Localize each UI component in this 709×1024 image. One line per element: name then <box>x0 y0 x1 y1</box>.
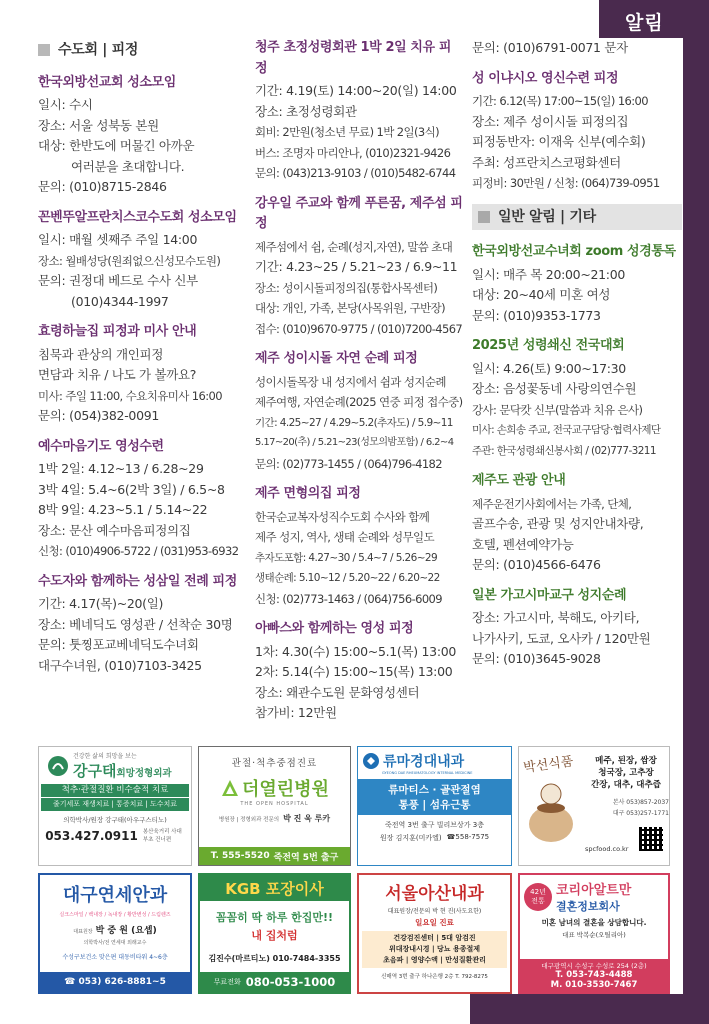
ad-clinic-name: 대구연세안과 <box>62 885 168 906</box>
notice-line: 일시: 매주 목 20:00~21:00 <box>472 266 626 282</box>
notice-line: 제주섬에서 쉼, 순례(성지,자연), 말씀 초대 <box>255 239 453 254</box>
notice-line: 장소: 왜관수도원 문화영성센터 <box>255 684 420 700</box>
ad-service: 위대장내시경 | 당뇨 용종절제 <box>388 945 480 953</box>
notice-line: 제주 성지, 역사, 생태 순례와 성무일도 <box>255 530 435 544</box>
ad-free-call-label: 무료전화 <box>213 978 241 986</box>
notice-line: 장소: 월배성당(원죄없으신성모수도원) <box>38 253 221 268</box>
ad-address: 대구광역시 수성구 수성로 254 (2층) <box>541 962 647 970</box>
ad-affiliation: 의학박사/전 연세대 외래교수 <box>83 940 147 946</box>
section-header-general <box>472 204 682 231</box>
notice-line: 2차: 5.14(수) 15:00~15(목) 13:00 <box>255 664 453 679</box>
ad-bakseon-food[interactable] <box>518 746 670 866</box>
ad-ryuma-internal-medicine[interactable] <box>357 746 512 866</box>
qr-code-icon <box>639 827 663 851</box>
notice-title: 꼰벤뚜알프란치스코수도회 성소모임 <box>38 209 237 225</box>
notice-line: 장소: 성이시돌피정의집(통합사목센터) <box>255 280 438 295</box>
hospital-logo-icon <box>220 778 240 798</box>
notice-line: 성이시돌목장 내 성지에서 쉼과 성지순례 <box>255 374 446 389</box>
ad-address: 봉산육거리 사대부초 건너편 <box>142 829 182 843</box>
notice-line: 문의: 툿찡포교베네딕도수녀회 <box>38 637 199 652</box>
ad-slogan: 내 집처럼 <box>251 929 298 942</box>
ad-notice: 일요일 진료 <box>415 918 454 927</box>
ad-director: 대표원장/전문의 박 현 진(사도요한) <box>387 908 482 915</box>
section-tab <box>599 0 709 38</box>
notice-title: 성 이냐시오 영신수련 피정 <box>472 70 619 86</box>
ad-service: 초음파 | 영양수액 | 만성질환관리 <box>383 956 486 964</box>
notice-line: 기간: 4.17(목)~20(일) <box>38 596 164 611</box>
right-side-bar <box>683 0 709 1024</box>
notice-title: 2025년 성령쇄신 전국대회 <box>472 338 625 353</box>
square-bullet-icon <box>38 44 50 56</box>
notice-line: 1차: 4.30(수) 15:00~5.1(목) 13:00 <box>255 643 457 659</box>
ad-specialty: 관절·척추중점진료 <box>231 758 318 769</box>
notice-line: 한국순교복자성직수도회 수사와 함께 <box>255 509 430 524</box>
notice-line: 호텔, 펜션예약가능 <box>472 536 574 552</box>
notice-title: 제주도 관광 안내 <box>472 473 566 488</box>
notice-title: 수도자와 함께하는 성삼일 전례 피정 <box>38 573 237 589</box>
badge-label: 전통 <box>531 896 545 905</box>
notice-line: 문의: (010)9353-1773 <box>472 307 601 323</box>
phone-icon: ☎ <box>64 977 79 987</box>
notice-line: 문의: 권정대 베드로 수사 신부 <box>38 273 198 288</box>
notice-line: 여러분을 초대합니다. <box>71 158 185 174</box>
ad-product: 간장, 대추, 대추즙 <box>591 780 661 790</box>
notice-line: 3박 4일: 5.4~6(2박 3일) / 6.5~8 <box>38 481 225 497</box>
clinic-logo-icon <box>362 752 380 770</box>
notice-line: 골프수송, 관광 및 성지안내차량, <box>472 516 644 531</box>
notice-item <box>38 572 243 677</box>
tab-label: 알림 <box>625 12 664 34</box>
notice-line: (010)4344-1997 <box>71 293 169 309</box>
notice-line: 대상: 20~40세 미혼 여성 <box>472 287 611 302</box>
notice-line: 피정비: 30만원 / 신청: (064)739-0951 <box>472 176 660 190</box>
notice-line: 일시: 매월 셋째주 주일 14:00 <box>38 232 198 247</box>
notice-line: 문의: (043)213-9103 / (010)5482-6744 <box>255 166 456 180</box>
ad-brand: 박선식품 <box>522 754 575 776</box>
ad-director-role: 대표원장 <box>73 929 93 935</box>
notice-item <box>472 471 678 576</box>
notice-item <box>38 437 243 562</box>
notice-line: 신청: (02)773-1463 / (064)756-6009 <box>255 591 442 606</box>
notice-line: 8박 9일: 4.23~5.1 / 5.14~22 <box>38 502 208 517</box>
notice-line: 제주운전기사회에서는 가족, 단체, <box>472 496 632 511</box>
ad-slogan: 꼼꼼히 딱 하루 한집만!! <box>215 911 334 924</box>
notice-line: 장소: 가고시마, 북해도, 아키타, <box>472 610 640 625</box>
notice-line: 기간: 4.19(토) 14:00~20(일) 14:00 <box>255 83 457 98</box>
notice-line: 나가사키, 도쿄, 오사카 / 120만원 <box>472 630 651 646</box>
square-bullet-icon <box>478 211 490 223</box>
ad-phone: 558-7575 <box>455 833 490 841</box>
ad-website: spcfood.co.kr <box>585 845 629 853</box>
notice-line: 문의: (010)8715-2846 <box>38 179 167 194</box>
notice-title: 한국외방선교회 성소모임 <box>38 74 176 90</box>
clinic-logo-icon <box>47 755 69 777</box>
ad-korea-altman[interactable] <box>518 873 670 994</box>
ad-daegu-yonsei-eye[interactable] <box>38 873 192 994</box>
ad-hospital-name: 더열린병원 <box>242 779 329 800</box>
notice-line: 문의: (010)4566-6476 <box>472 557 601 572</box>
notice-item <box>255 349 463 474</box>
notice-item <box>255 38 463 184</box>
ad-hospital-name-en: THE OPEN HOSPITAL <box>240 801 309 807</box>
ad-theyeollin-hospital[interactable] <box>198 746 351 866</box>
notice-line: 접수: (010)9670-9775 / (010)7200-4567 <box>255 321 463 336</box>
notice-title: 강우일 주교와 함께 푸른꿈, 제주섬 피정 <box>255 195 463 231</box>
ad-address: 신매역 3번 출구 하나은행 2층 T. 792-8275 <box>381 974 488 980</box>
notice-line: 장소: 초정성령회관 <box>255 103 357 119</box>
ad-phone: 053) 626-8881~5 <box>78 977 166 987</box>
ad-phone: 본사 053)857-2037 <box>612 799 669 806</box>
ad-address: 죽전역 3번 출구 빌리브상가 3층 <box>385 821 484 829</box>
ad-phone: T. 053-743-4488 <box>555 970 633 980</box>
ad-service: 건강검진센터 | 5대 암검진 <box>393 934 476 942</box>
notice-line: 대상: 한반도에 머물긴 아까운 <box>38 138 195 153</box>
ad-clinic-name: 서울아산내과 <box>385 884 484 904</box>
ad-product: 청국장, 고추장 <box>598 768 654 778</box>
ad-kangguhtae-orthopedics[interactable] <box>38 746 192 866</box>
notice-line: 참가비: 12만원 <box>255 705 337 720</box>
ad-slogan: 미혼 남녀의 결혼을 상담합니다. <box>541 918 647 927</box>
badge-years: 42년 <box>530 887 546 896</box>
notice-line: 문의: (054)382-0091 <box>38 408 160 423</box>
ad-doctor: 의학박사/원장 강구태(아우구스티노) <box>63 816 167 824</box>
notice-title: 아빠스와 함께하는 영성 피정 <box>255 621 414 636</box>
notice-line: 신청: (010)4906-5722 / (031)953-6932 <box>38 544 239 558</box>
ad-kgb-moving[interactable] <box>198 873 351 994</box>
notice-line: 주최: 성프란치스코평화센터 <box>472 154 621 170</box>
notice-line: 장소: 음성꽃동네 사랑의연수원 <box>472 381 637 396</box>
notice-line: 장소: 베네딕도 영성관 / 선착순 30명 <box>38 616 233 632</box>
ad-clinic-name: 류마경대내과 <box>383 754 465 770</box>
ad-service: 줄기세포 재생치료 | 통증치료 | 도수치료 <box>52 800 178 808</box>
notice-line: 일시: 4.26(토) 9:00~17:30 <box>472 360 626 376</box>
ad-free-call: 080-053-1000 <box>245 975 336 989</box>
notice-item-continued <box>472 38 678 59</box>
notice-line: 강사: 문닥캇 신부(말씀과 치유 은사) <box>472 402 643 417</box>
notice-title: 일본 가고시마교구 성지순례 <box>472 587 627 603</box>
notice-line: 대구수녀원, (010)7103-3425 <box>38 657 202 673</box>
notice-line: 버스: 조명자 마리안나, (010)2321-9426 <box>255 145 451 160</box>
notice-line: 면담과 치유 / 나도 가 볼까요? <box>38 367 197 382</box>
notice-line: 기간: 6.12(목) 17:00~15(일) 16:00 <box>472 94 648 108</box>
notice-line: 문의: (02)773-1455 / (064)796-4182 <box>255 456 442 471</box>
notice-line: 미사: 주일 11:00, 수요치유미사 16:00 <box>38 388 222 403</box>
ad-mobile: M. 010-3530-7467 <box>550 980 638 990</box>
ad-location: 죽전역 5번 출구 <box>273 852 339 863</box>
notice-title: 제주 면형의집 피정 <box>255 486 361 501</box>
ad-tagline: 건강한 삶의 희망을 보는 <box>73 753 137 760</box>
ad-contact: 김진수(마르티노) 010-7484-3355 <box>208 954 341 963</box>
notice-line: 회비: 2만원(청소년 무료) 1박 2일(3식) <box>255 125 440 139</box>
notice-line: 대상: 개인, 가족, 본당(사목위원, 구반장) <box>255 301 446 315</box>
phone-icon: ☎ <box>446 833 456 841</box>
notice-line: 장소: 서울 성북동 본원 <box>38 117 159 133</box>
notice-line: 문의: (010)3645-9028 <box>472 651 601 666</box>
ad-ceo: 대표 박복순(오틸리아) <box>562 931 626 939</box>
notice-item <box>255 619 463 724</box>
notice-line: 기간: 4.25~27 / 4.29~5.2(추자도) / 5.9~11 <box>255 416 453 429</box>
notice-line: 생태순례: 5.10~12 / 5.20~22 / 6.20~22 <box>255 572 440 584</box>
notice-line: 장소: 제주 성이시돌 피정의집 <box>472 113 629 129</box>
notice-line: 5.17~20(추) / 5.21~23(성모의밤포함) / 6.2~4 <box>255 437 454 448</box>
notice-item <box>255 484 463 609</box>
ad-seoul-asan-internal[interactable] <box>357 873 512 994</box>
notice-line: 침묵과 관상의 개인피정 <box>38 346 164 362</box>
ad-clinic-name-en: GYEONG DAE RHEUMATOLOGY INTERNAL MEDICINE <box>382 771 473 775</box>
section-title: 수도회 | 피정 <box>58 42 139 58</box>
ad-company-name: 코리아알트만 <box>556 883 632 898</box>
ad-doctor: 박 진 욱 루카 <box>283 814 331 823</box>
notice-line: 피정동반자: 이재욱 신부(예수회) <box>472 134 646 149</box>
notice-line: 장소: 문산 예수마음피정의집 <box>38 522 191 538</box>
ad-clinic-name: 강구태 <box>73 762 117 780</box>
notice-item <box>472 242 678 326</box>
notice-line: 추자도포함: 4.27~30 / 5.4~7 / 5.26~29 <box>255 551 438 564</box>
notice-title: 효령하늘집 피정과 미사 안내 <box>38 324 197 339</box>
notice-title: 예수마음기도 영성수련 <box>38 438 164 454</box>
notice-line: 문의: (010)6791-0071 문자 <box>472 40 628 55</box>
ad-address: 수성구보건소 맞은편 대동비타워 4~6층 <box>62 954 168 961</box>
notice-line: 일시: 수시 <box>38 97 93 112</box>
column-2 <box>255 38 463 734</box>
notice-item <box>38 322 243 427</box>
notice-item <box>472 586 678 670</box>
ad-phone: 053.427.0911 <box>45 829 138 843</box>
notice-title: 한국외방선교수녀회 zoom 성경통독 <box>472 244 676 259</box>
notice-item <box>38 208 243 313</box>
ad-services: 실크스마일 / 백내장 / 녹내장 / 황반변성 / 드림렌즈 <box>59 912 171 918</box>
notice-item <box>255 194 463 340</box>
food-jar-illustration <box>523 776 579 846</box>
ad-service: 통풍 | 섬유근통 <box>398 799 471 811</box>
section-header-retreat <box>38 40 243 61</box>
ad-phone: T. 555-5520 <box>210 851 270 861</box>
advertisement-grid <box>38 746 670 1022</box>
notice-line: 기간: 4.23~25 / 5.21~23 / 6.9~11 <box>255 259 458 274</box>
ad-company-subtitle: 결혼정보회사 <box>556 900 620 913</box>
ad-director: 원장 김지훈(미카엘) <box>379 834 442 842</box>
notice-line: 미사: 손희송 주교, 전국교구담당·협력사제단 <box>472 424 661 436</box>
notice-line: 제주여행, 자연순례(2025 연중 피정 접수중) <box>255 395 463 409</box>
column-3 <box>472 38 678 680</box>
ad-service: 척추·관절질환 비수술적 치료 <box>61 785 169 795</box>
notice-title: 청주 초정성령회관 1박 2일 치유 피정 <box>255 40 451 76</box>
column-1 <box>38 38 243 686</box>
notice-title: 제주 성이시돌 자연 순례 피정 <box>255 351 418 366</box>
ad-service: 류마티스 · 골관절염 <box>388 784 481 796</box>
notice-item <box>472 69 678 194</box>
ad-director: 박 중 원 (요셉) <box>95 926 157 936</box>
notice-line: 주관: 한국성령쇄신봉사회 / (02)777-3211 <box>472 444 656 457</box>
ad-product: 메주, 된장, 쌈장 <box>595 756 657 766</box>
ad-doctor-role: 병원장 | 정형외과 전문의 <box>218 816 280 823</box>
notice-line: 1박 2일: 4.12~13 / 6.28~29 <box>38 461 204 476</box>
ad-company-name: KGB 포장이사 <box>225 879 324 898</box>
notice-item <box>472 336 678 461</box>
ad-phone: 대구 053)257-1771 <box>612 810 669 817</box>
notice-item <box>38 73 243 198</box>
ad-clinic-name-suffix: 희망정형외과 <box>116 768 172 779</box>
anniversary-badge <box>524 883 552 911</box>
section-title: 일반 알림 | 기타 <box>498 208 596 225</box>
